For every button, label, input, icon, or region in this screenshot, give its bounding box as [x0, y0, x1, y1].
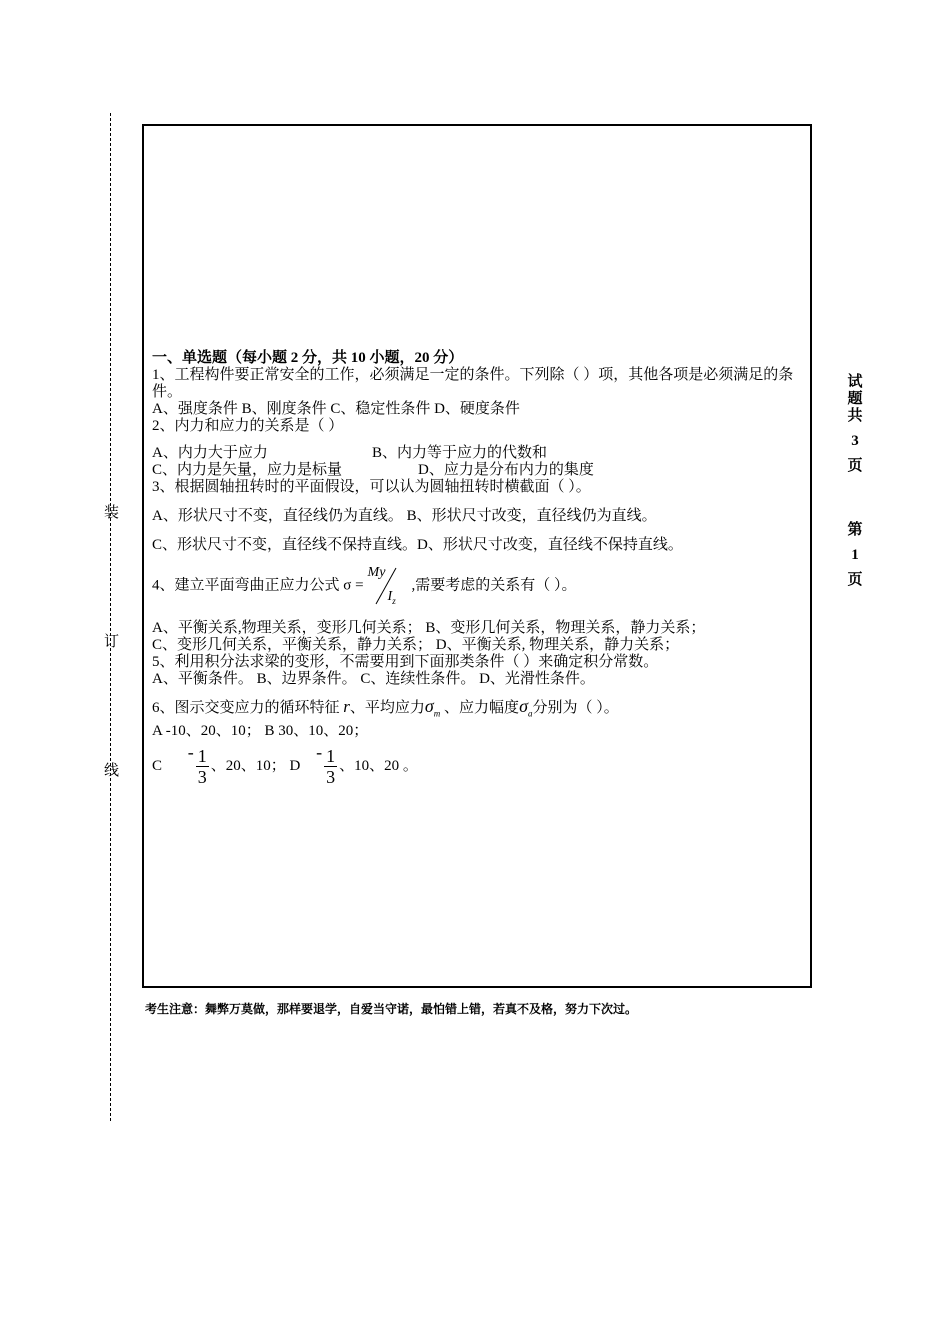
question-2-option-b: B、内力等于应力的代数和: [372, 445, 548, 461]
binding-char-zhuang: 装: [104, 505, 120, 521]
fraction-minus-c: -: [187, 741, 194, 762]
formula-numerator: My: [367, 565, 386, 580]
exam-content: [152, 350, 804, 787]
question-2-option-c: C、内力是矢量，应力是标量: [152, 462, 343, 478]
question-2-option-d: D、应力是分布内力的集度: [418, 462, 594, 478]
mean-stress-symbol: $\sigma_m$: [424, 696, 441, 719]
question-2-options-ab: [152, 445, 804, 462]
cycle-ratio-symbol: r: [343, 697, 350, 716]
fraction-one-third-c: $\frac{1}{3}$: [197, 745, 207, 787]
question-2-option-a: A、内力大于应力: [152, 445, 268, 461]
question-2-options-cd: [152, 462, 804, 479]
bending-stress-formula: [366, 564, 410, 608]
question-3-stem: 3、根据圆轴扭转时的平面假设，可以认为圆轴扭转时横截面（ ）。: [152, 479, 591, 495]
binding-dashed-line: [110, 113, 111, 1121]
question-4-stem-before: 4、建立平面弯曲正应力公式 σ =: [152, 577, 364, 594]
question-6-options-cd: C - $\frac{1}{3}$ 、20、10； D - $\frac{1}{3}$ 、10、20 。: [152, 741, 418, 787]
question-4-options-ab: A、平衡关系,物理关系，变形几何关系； B、变形几何关系，物理关系，静力关系；: [152, 620, 706, 636]
question-3-options-ab: A、形状尺寸不变，直径线仍为直线。 B、形状尺寸改变，直径线仍为直线。: [152, 508, 657, 524]
question-6-stem: 6、图示交变应力的循环特征 r、平均应力$\sigma_m$ 、应力幅度$\sigma_a$分别为（ ）。: [152, 696, 619, 719]
question-4-options-cd: C、变形几何关系，平衡关系，静力关系； D、平衡关系, 物理关系，静力关系；: [152, 637, 680, 653]
fraction-minus-d: -: [316, 741, 323, 762]
formula-denominator: $I_z$: [387, 589, 396, 606]
question-2-stem: 2、内力和应力的关系是（ ）: [152, 418, 344, 434]
binding-char-xian: 线: [104, 763, 120, 779]
question-6-options-ab: A -10、20、10； B 30、10、20；: [152, 722, 369, 739]
stress-amplitude-symbol: $\sigma_a$: [519, 696, 533, 719]
question-6-option-c-label: C: [152, 757, 163, 774]
fraction-one-third-d: $\frac{1}{3}$: [326, 745, 336, 787]
exam-notice: 考生注意：舞弊万莫做，那样要退学，自爱当守诺，最怕错上错，若真不及格，努力下次过。: [145, 1002, 638, 1016]
question-1-stem: 1、工程构件要正常安全的工作，必须满足一定的条件。下列除（ ）项，其他各项是必须满足的条件。: [152, 367, 794, 400]
page-current-label: 第 1 页: [847, 522, 863, 588]
page-total-label: 试 题 共 3 页: [847, 374, 863, 474]
question-4-stem-after: ,需要考虑的关系有（ ）。: [411, 577, 577, 594]
question-1-options: A、强度条件 B、刚度条件 C、稳定性条件 D、硬度条件: [152, 401, 520, 417]
question-5-options: A、平衡条件。 B、边界条件。 C、连续性条件。 D、光滑性条件。: [152, 671, 595, 687]
question-3-options-cd: C、形状尺寸不变，直径线不保持直线。D、形状尺寸改变，直径线不保持直线。: [152, 537, 683, 553]
question-5-stem: 5、利用积分法求梁的变形，不需要用到下面那类条件（ ）来确定积分常数。: [152, 654, 659, 670]
question-4-stem: [152, 564, 804, 608]
section-title: 一、单选题（每小题 2 分，共 10 小题，20 分）: [152, 350, 464, 366]
binding-char-ding: 订: [104, 634, 120, 650]
